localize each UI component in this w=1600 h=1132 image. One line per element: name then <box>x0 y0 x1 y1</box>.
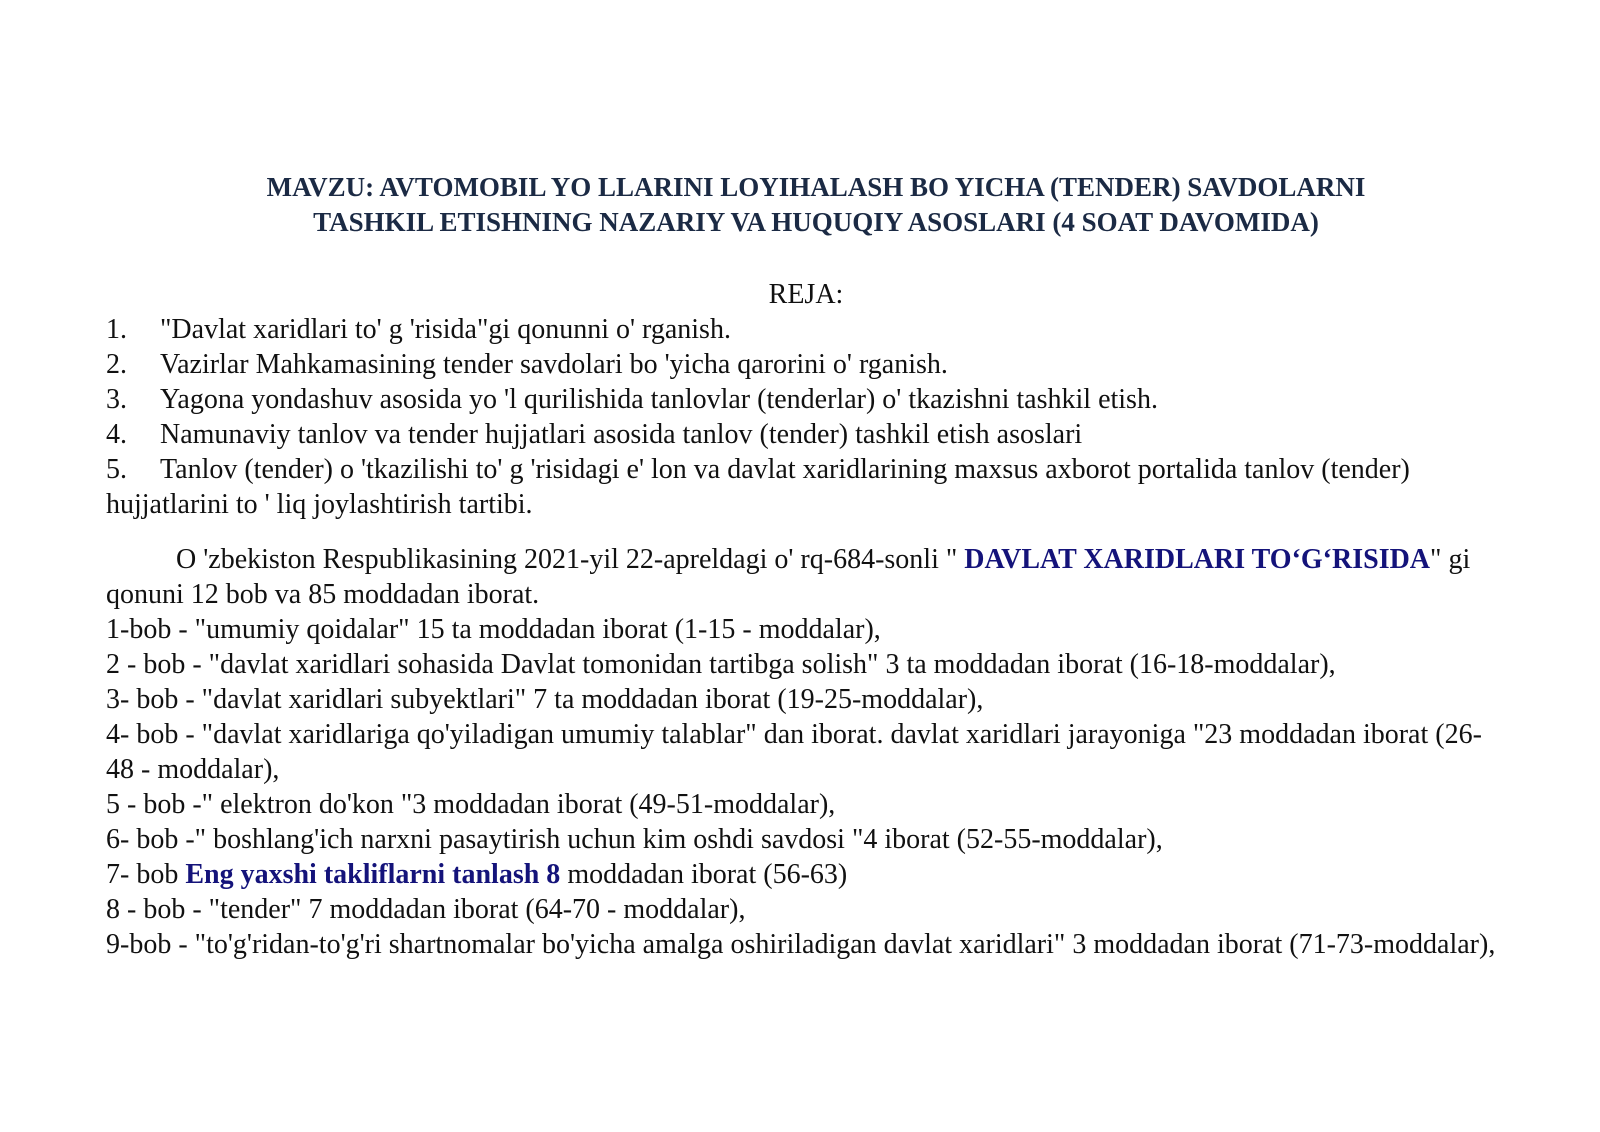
intro-text-after: " gi qonuni 12 bob va 85 moddadan iborat. <box>106 544 1471 610</box>
chapter-4: 4- bob - "davlat xaridlariga qo'yiladigan umumiy talablar" dan iborat. davlat xaridlari jarayoniga "23 moddadan iborat (26-48 - moddalar), <box>106 719 1482 785</box>
plan-item <box>106 312 1506 347</box>
plan-item <box>106 417 1506 452</box>
plan-item <box>106 347 1506 382</box>
intro-text-before: O 'zbekiston Respublikasining 2021-yil 22-apreldagi o' rq-684-sonli " <box>176 544 965 575</box>
plan-item <box>106 382 1506 417</box>
chapter-5: 5 - bob -" elektron do'kon "3 moddadan iborat (49-51-moddalar), <box>106 789 836 820</box>
plan-item-number: 5. <box>106 454 127 485</box>
law-title-highlight: DAVLAT XARIDLARI TO‘G‘RISIDA <box>964 544 1431 575</box>
title-line-2: TASHKIL ETISHNING NAZARIY VA HUQUQIY ASOSLARI (4 SOAT DAVOMIDA) <box>313 207 1319 237</box>
plan-list <box>106 312 1506 522</box>
title-line-1: MAVZU: AVTOMOBIL YO LLARINI LOYIHALASH BO YICHA (TENDER) SAVDOLARNI <box>266 172 1366 202</box>
plan-item-text: Vazirlar Mahkamasining tender savdolari bo 'yicha qarorini o' rganish. <box>160 349 948 380</box>
chapter-6: 6- bob -" boshlang'ich narxni pasaytirish uchun kim oshdi savdosi "4 iborat (52-55-moddalar), <box>106 824 1163 855</box>
chapter-1: 1-bob - "umumiy qoidalar" 15 ta moddadan iborat (1-15 - moddalar), <box>106 614 881 645</box>
plan-item-number: 4. <box>106 419 127 450</box>
document-page <box>106 170 1506 962</box>
plan-item-number: 2. <box>106 349 127 380</box>
plan-item-text: Yagona yondashuv asosida yo 'l qurilishida tanlovlar (tenderlar) o' tkazishni tashkil etish. <box>160 384 1158 415</box>
chapter-2: 2 - bob - "davlat xaridlari sohasida Davlat tomonidan tartibga solish" 3 ta moddadan iborat (16-18-moddalar), <box>106 649 1336 680</box>
chapter-7-after: moddadan iborat (56-63) <box>560 859 848 890</box>
plan-heading: REJA: <box>768 279 844 310</box>
chapter-list <box>106 612 1506 962</box>
plan-item-text: Tanlov (tender) o 'tkazilishi to' g 'risidagi e' lon va davlat xaridlarining maxsus axborot portalida tanlov (tender) hujjatlarini to ' liq joylashtirish tartibi. <box>106 454 1410 520</box>
plan-item-text: Namunaviy tanlov va tender hujjatlari asosida tanlov (tender) tashkil etish asoslari <box>160 419 1083 450</box>
chapter-8: 8 - bob - "tender" 7 moddadan iborat (64-70 - moddalar), <box>106 894 746 925</box>
plan-item-number: 3. <box>106 384 127 415</box>
chapter-7-before: 7- bob <box>106 859 186 890</box>
chapter-3: 3- bob - "davlat xaridlari subyektlari" 7 ta moddadan iborat (19-25-moddalar), <box>106 684 984 715</box>
chapter-9: 9-bob - "to'g'ridan-to'g'ri shartnomalar bo'yicha amalga oshiriladigan davlat xaridlari" 3 moddadan iborat (71-73-moddalar), <box>106 929 1496 960</box>
plan-item-number: 1. <box>106 314 127 345</box>
plan-item-text: "Davlat xaridlari to' g 'risida"gi qonunni o' rganish. <box>160 314 731 345</box>
chapter-7 <box>106 857 1506 892</box>
intro-paragraph <box>106 542 1506 612</box>
chapter-7-highlight: Eng yaxshi takliflarni tanlash 8 <box>185 859 561 890</box>
plan-item <box>106 452 1506 522</box>
document-title <box>126 170 1506 240</box>
